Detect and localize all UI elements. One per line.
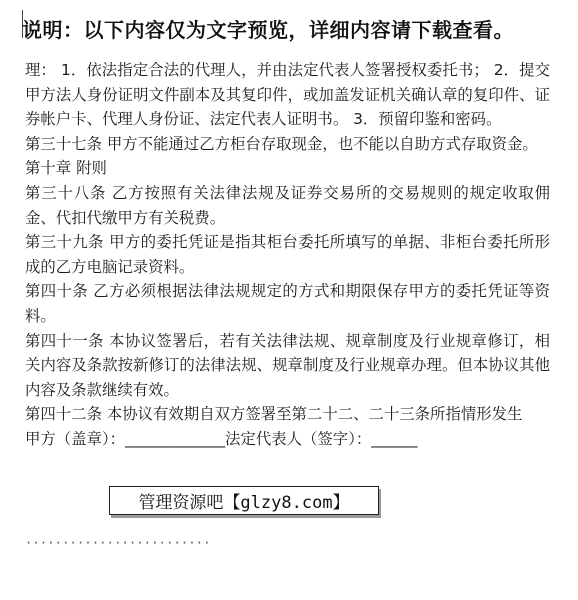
paragraph-article-41: 第四十一条 本协议签署后，若有关法律法规、规章制度及行业规章修订，相关内容及条款按新修订的法律法规、规章制度及行业规章办理。但本协议其他内容及条款继续有效。 — [25, 331, 550, 399]
watermark-url: 【glzy8.com】 — [223, 493, 350, 513]
paragraph-article-42: 第四十二条 本协议有效期自双方签署至第二十二、二十三条所指情形发生 — [25, 405, 523, 424]
site-watermark — [109, 486, 379, 515]
paragraph-agent-requirements: 理： 1．依法指定合法的代理人，并由法定代表人签署授权委托书； 2．提交甲方法人身份证明文件副本及其复印件，或加盖发证机关确认章的复印件、证券帐户卡、代理人身份证、法定代表人证明书。 3．预留印鉴和密码。 — [25, 61, 550, 129]
signature-line: 甲方（盖章）：_____________法定代表人（签字）：______ — [25, 429, 418, 448]
paragraph-article-37: 第三十七条 甲方不能通过乙方柜台存取现金，也不能以自助方式存取资金。 — [25, 134, 538, 153]
paragraph-article-39: 第三十九条 甲方的委托凭证是指其柜台委托所填写的单据、非柜台委托所形成的乙方电脑记录资料。 — [25, 233, 550, 276]
chapter-heading: 第十章 附则 — [25, 159, 107, 178]
preview-notice: 说明：以下内容仅为文字预览，详细内容请下载查看。 — [22, 18, 514, 42]
paragraph-article-38: 第三十八条 乙方按照有关法律法规及证券交易所的交易规则的规定收取佣金、代扣代缴甲方有关税费。 — [25, 183, 550, 227]
watermark-label: 管理资源吧 — [138, 493, 224, 513]
document-body — [25, 58, 550, 452]
paragraph-article-40: 第四十条 乙方必须根据法律法规规定的方式和期限保存甲方的委托凭证等资料。 — [25, 282, 550, 325]
truncation-dots: ························· — [25, 536, 211, 550]
